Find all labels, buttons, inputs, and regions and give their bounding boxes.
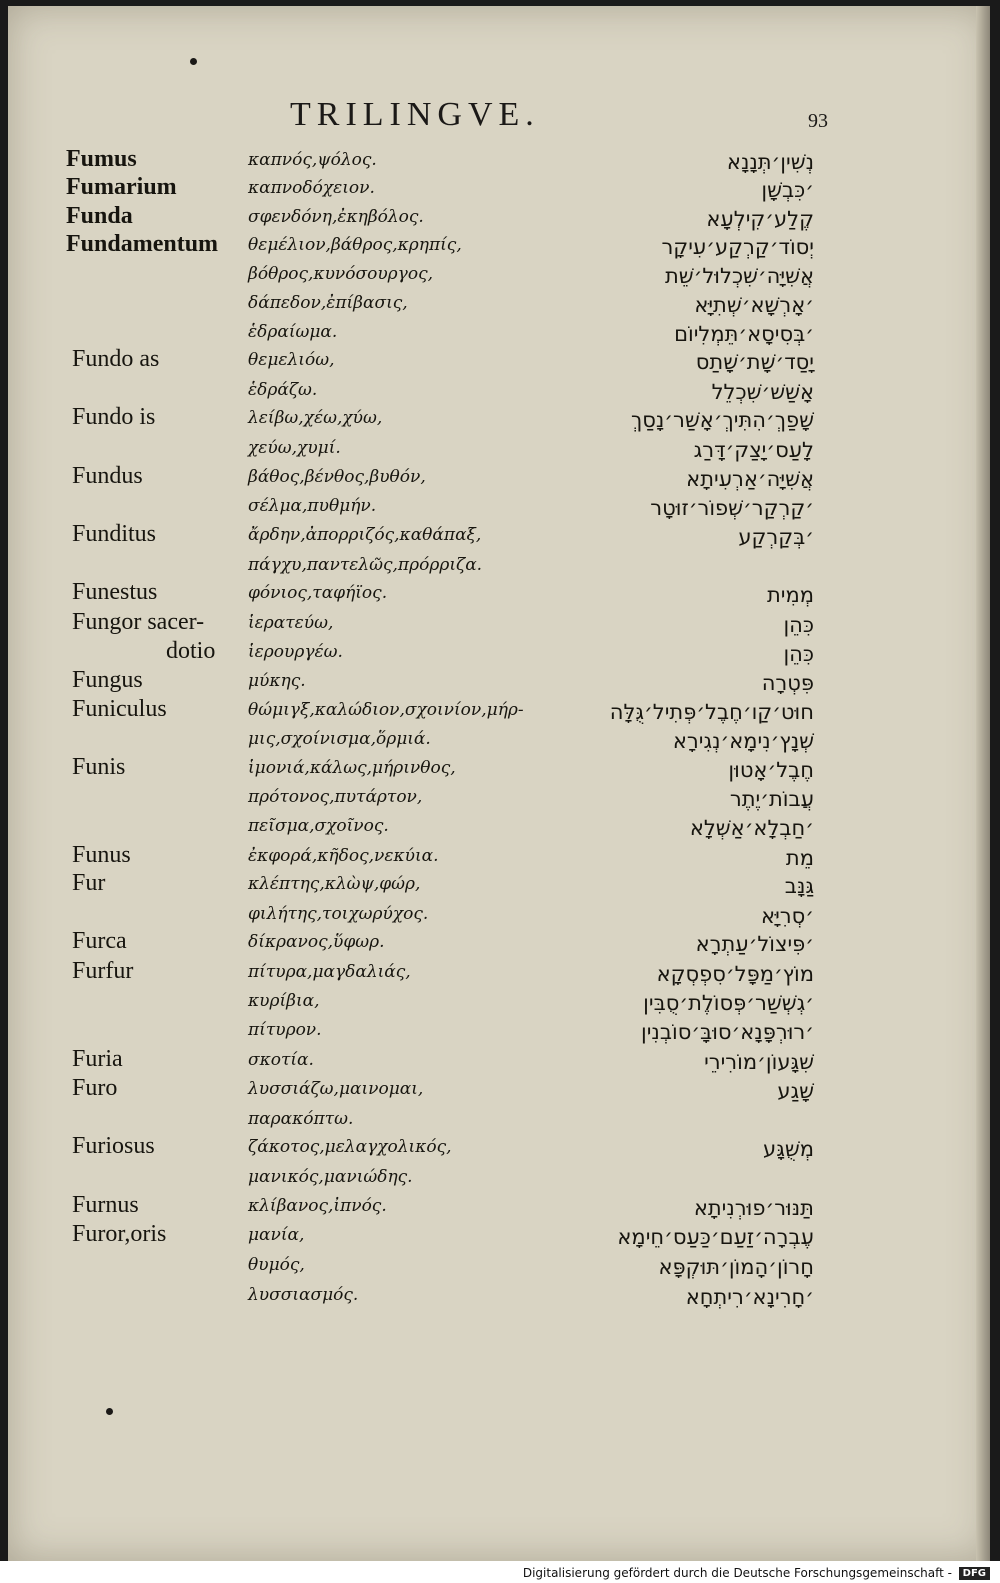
hebrew-equivalent: אֲשִׁיָּה׳שִׁכְלוּל׳שֵׁת bbox=[664, 264, 814, 288]
greek-equivalent: σφενδόνη,ἐκηβόλος. bbox=[248, 207, 424, 227]
hebrew-equivalent: ׳בְּסִיסָא׳תֵּמְלִיוֹם bbox=[674, 322, 814, 346]
greek-equivalent: κυρίβια, bbox=[248, 991, 320, 1011]
hebrew-equivalent: ׳אָרְשָׁא׳שְׁתִיָּא bbox=[694, 293, 814, 317]
hebrew-equivalent: מְשֻׁגָּע bbox=[763, 1137, 814, 1161]
book-page bbox=[8, 6, 990, 1561]
hebrew-equivalent: ׳כִּבְשָׁן bbox=[761, 178, 814, 202]
latin-headword: Fundo as bbox=[72, 346, 160, 372]
hebrew-equivalent: תַּנּוּר׳פוּרְנִיתָא bbox=[693, 1196, 814, 1220]
latin-headword: Furo bbox=[72, 1075, 118, 1101]
greek-equivalent: δίκρανος,ὕφωρ. bbox=[248, 932, 385, 952]
greek-equivalent: θώμιγξ,καλώδιον,σχοινίον,μήρ- bbox=[248, 700, 524, 720]
ink-dot bbox=[190, 58, 197, 65]
greek-equivalent: μύκης. bbox=[248, 671, 306, 691]
hebrew-equivalent: שָׁפַךְ׳הִתִּיךְ׳אָשַׁר׳נָסַךְ bbox=[630, 408, 814, 432]
hebrew-equivalent: פִּטְרָה bbox=[761, 671, 814, 695]
greek-equivalent: πάγχυ,παντελῶς,πρόρριζα. bbox=[248, 555, 483, 575]
ink-dot bbox=[106, 1408, 113, 1415]
hebrew-equivalent: חוּט׳קַו׳חֶבֶל׳פְּתִיל׳גֻּלָּה bbox=[609, 700, 814, 724]
greek-equivalent: χεύω,χυμί. bbox=[248, 438, 341, 458]
hebrew-equivalent: ׳חַבְלָא׳אַשְׁלָא bbox=[689, 816, 814, 840]
greek-equivalent: πρότονος,πυτάρτον, bbox=[248, 787, 423, 807]
hebrew-equivalent: ׳גְשְׁשַׁר׳פְּסוֹלֶת׳סֻבִּין bbox=[643, 991, 814, 1015]
latin-headword: Fumarium bbox=[66, 174, 177, 200]
hebrew-equivalent: חָרוֹן׳הָמוֹן׳תּוּקְפָּא bbox=[658, 1255, 814, 1279]
greek-equivalent: σέλμα,πυθμήν. bbox=[248, 496, 377, 516]
hebrew-equivalent: גַּנָּב bbox=[784, 874, 814, 898]
greek-equivalent: θυμός, bbox=[248, 1255, 305, 1275]
greek-equivalent: μανικός,μανιώδης. bbox=[248, 1167, 413, 1187]
greek-equivalent: φιλήτης,τοιχωρύχος. bbox=[248, 904, 429, 924]
footer-bar bbox=[0, 1561, 1000, 1583]
hebrew-equivalent: שִׁגָּעוֹן׳מוֹרִירֵי bbox=[704, 1050, 814, 1074]
hebrew-equivalent: אֲשִׁיָּה׳אַרְעִיתָא bbox=[686, 467, 814, 491]
greek-equivalent: λυσσιάζω,μαινομαι, bbox=[248, 1079, 424, 1099]
greek-equivalent: βόθρος,κυνόσουργος, bbox=[248, 264, 433, 284]
latin-headword: Funestus bbox=[72, 579, 158, 605]
latin-headword: Fundamentum bbox=[66, 231, 219, 257]
latin-headword: Furor,oris bbox=[72, 1221, 167, 1247]
greek-equivalent: ἱερατεύω, bbox=[248, 613, 334, 633]
greek-equivalent: πίτυρα,μαγδαλιάς, bbox=[248, 962, 411, 982]
hebrew-equivalent: ׳פִּיצוֹל׳עַתְרָא bbox=[695, 932, 814, 956]
greek-equivalent: καπνοδόχειον. bbox=[248, 178, 375, 198]
greek-equivalent: κλέπτης,κλὼψ,φώρ, bbox=[248, 874, 421, 894]
latin-headword: Funda bbox=[66, 203, 133, 229]
footer-credit: Digitalisierung gefördert durch die Deutsche Forschungsgemeinschaft - bbox=[522, 1566, 952, 1580]
hebrew-equivalent: יָסַד׳שָׁת׳שָׁתַס bbox=[695, 350, 814, 374]
latin-headword: Fungor sacer- bbox=[72, 609, 205, 635]
greek-equivalent: ἑδραίωμα. bbox=[248, 322, 338, 342]
greek-equivalent: ἱμονιά,κάλως,μήρινθος, bbox=[248, 758, 456, 778]
greek-equivalent: μανία, bbox=[248, 1225, 305, 1245]
latin-headword: Funiculus bbox=[72, 696, 167, 722]
greek-equivalent: φόνιος,ταφήϊος. bbox=[248, 583, 388, 603]
hebrew-equivalent: מוֹץ׳מַפָּל׳סִפְסְקָא bbox=[656, 962, 814, 986]
greek-equivalent: μις,σχοίνισμα,ὅρμιά. bbox=[248, 729, 431, 749]
hebrew-equivalent: כִּהֵן bbox=[783, 642, 814, 666]
hebrew-equivalent: ׳חָרִינָא׳רִיתְחָא bbox=[685, 1285, 814, 1309]
hebrew-equivalent: לָעַס׳יָצַק׳דָּרַג bbox=[693, 438, 814, 462]
greek-equivalent: βάθος,βένθος,βυθόν, bbox=[248, 467, 426, 487]
latin-headword: Furnus bbox=[72, 1192, 139, 1218]
greek-equivalent: σκοτία. bbox=[248, 1050, 314, 1070]
greek-equivalent: θεμελιόω, bbox=[248, 350, 335, 370]
latin-headword: Funis bbox=[72, 754, 126, 780]
latin-headword: Fur bbox=[72, 870, 106, 896]
hebrew-equivalent: ׳קַרְקַר׳שְׁפוֹר׳זוּטָר bbox=[650, 496, 814, 520]
greek-equivalent: ἐκφορά,κῆδος,νεκύια. bbox=[248, 846, 439, 866]
latin-headword: Furia bbox=[72, 1046, 123, 1072]
latin-headword: Fungus bbox=[72, 667, 143, 693]
hebrew-equivalent: מֵת bbox=[785, 846, 814, 870]
greek-equivalent: ἱερουργέω. bbox=[248, 642, 343, 662]
page-edge bbox=[976, 6, 990, 1561]
greek-equivalent: λυσσιασμός. bbox=[248, 1285, 359, 1305]
page-number: 93 bbox=[808, 110, 828, 132]
hebrew-equivalent: חֶבֶל׳אָטוּן bbox=[728, 758, 814, 782]
latin-headword: Furfur bbox=[72, 958, 134, 984]
page-title: TRILINGVE. bbox=[290, 96, 540, 133]
latin-headword: Funditus bbox=[72, 521, 157, 547]
greek-equivalent: καπνός,ψόλος. bbox=[248, 150, 377, 170]
greek-equivalent: πεῖσμα,σχοῖνος. bbox=[248, 816, 389, 836]
hebrew-equivalent: ׳סְרִיָּא bbox=[761, 904, 814, 928]
hebrew-equivalent: שָׁגַע bbox=[777, 1079, 814, 1103]
greek-equivalent: δάπεδον,ἐπίβασις, bbox=[248, 293, 408, 313]
hebrew-equivalent: קֶלַע׳קִילְעָא bbox=[706, 207, 814, 231]
latin-headword: Fundo is bbox=[72, 404, 156, 430]
greek-equivalent: παρακόπτω. bbox=[248, 1109, 354, 1129]
greek-equivalent: λείβω,χέω,χύω, bbox=[248, 408, 383, 428]
latin-headword: Funus bbox=[72, 842, 131, 868]
dfg-logo: DFG bbox=[959, 1567, 990, 1580]
latin-headword: Furca bbox=[72, 928, 127, 954]
greek-equivalent: ζάκοτος,μελαγχολικός, bbox=[248, 1137, 452, 1157]
greek-equivalent: πίτυρον. bbox=[248, 1020, 322, 1040]
hebrew-equivalent: אָשַׁשׁ׳שִׁכְלֵל bbox=[711, 380, 814, 404]
greek-equivalent: κλίβανος,ἰπνός. bbox=[248, 1196, 387, 1216]
hebrew-equivalent: מְמִית bbox=[766, 583, 814, 607]
latin-headword: Fundus bbox=[72, 463, 143, 489]
greek-equivalent: ἑδράζω. bbox=[248, 380, 318, 400]
hebrew-equivalent: עֶבְרָה׳זַעַם׳כַּעַס׳חֵימָא bbox=[617, 1225, 814, 1249]
hebrew-equivalent: שְׁנָץ׳נִימָא׳נְגִירָא bbox=[672, 729, 814, 753]
hebrew-equivalent: כִּהֵן bbox=[783, 613, 814, 637]
greek-equivalent: ἄρδην,ἀπορριζός,καθάπαξ, bbox=[248, 525, 482, 545]
greek-equivalent: θεμέλιον,βάθρος,κρηπίς, bbox=[248, 235, 462, 255]
hebrew-equivalent: ׳בְּקַרְקַע bbox=[738, 525, 814, 549]
latin-headword: Furiosus bbox=[72, 1133, 155, 1159]
hebrew-equivalent: נְשִׁין׳תְּנָנָא bbox=[726, 150, 814, 174]
hebrew-equivalent: יְסוֹד׳קַרְקַע׳עִיקָר bbox=[661, 235, 814, 259]
latin-headword: Fumus bbox=[66, 146, 137, 172]
hebrew-equivalent: עֲבוֹת׳יֶתֶר bbox=[729, 787, 814, 811]
hebrew-equivalent: ׳רוּרְפָּנָא׳סוּבָּ׳סוֹבְנִין bbox=[641, 1020, 814, 1044]
latin-headword: dotio bbox=[166, 638, 216, 664]
